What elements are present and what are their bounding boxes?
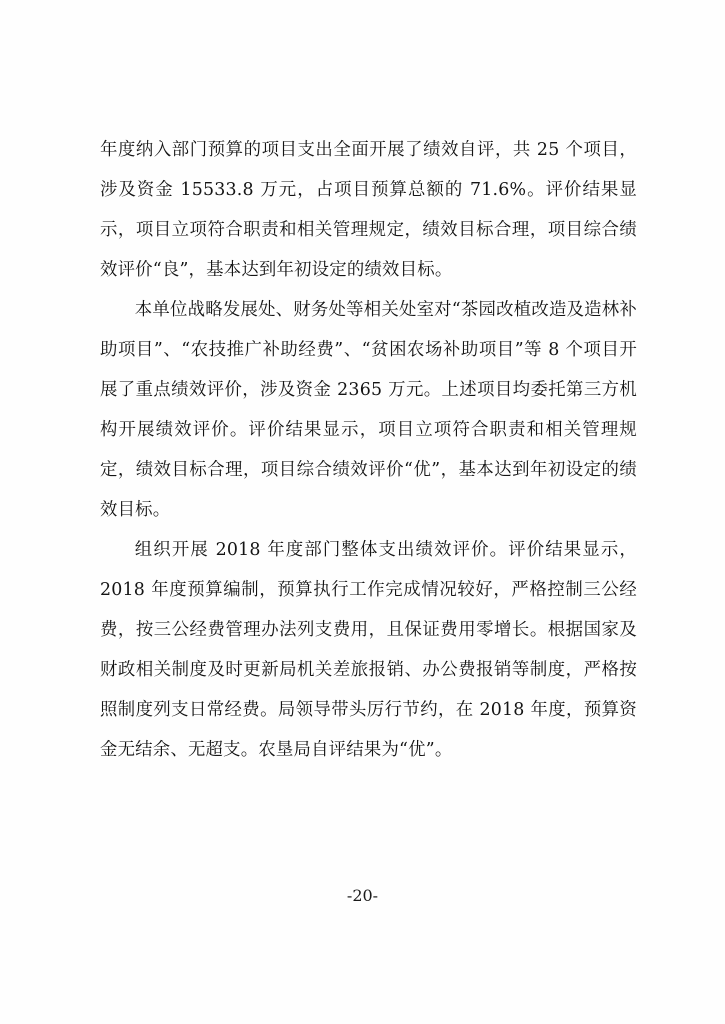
paragraph-1: 年度纳入部门预算的项目支出全面开展了绩效自评，共 25 个项目，涉及资金 15533.8 万元，占项目预算总额的 71.6%。评价结果显示，项目立项符合职责和相关管理规定，绩效目标合理，项目综合绩效评价“良”，基本达到年初设定的绩效目标。 [100,140,637,280]
paragraph-3: 组织开展 2018 年度部门整体支出绩效评价。评价结果显示，2018 年度预算编制，预算执行工作完成情况较好，严格控制三公经费，按三公经费管理办法列支费用，且保证费用零增长。根据国家及财政相关制度及时更新局机关差旅报销、办公费报销等制度，严格按照制度列支日常经费。局领导带头厉行节约，在 2018 年度，预算资金无结余、无超支。农垦局自评结果为“优”。 [100,540,637,760]
page-number: -20- [346,886,379,905]
paragraph-2: 本单位战略发展处、财务处等相关处室对“茶园改植改造及造林补助项目”、“农技推广补助经费”、“贫困农场补助项目”等 8 个项目开展了重点绩效评价，涉及资金 2365 万元。上述项目均委托第三方机构开展绩效评价。评价结果显示，项目立项符合职责和相关管理规定，绩效目标合理，项目综合绩效评价“优”，基本达到年初设定的绩效目标。 [100,300,637,520]
page-body [100,130,637,770]
